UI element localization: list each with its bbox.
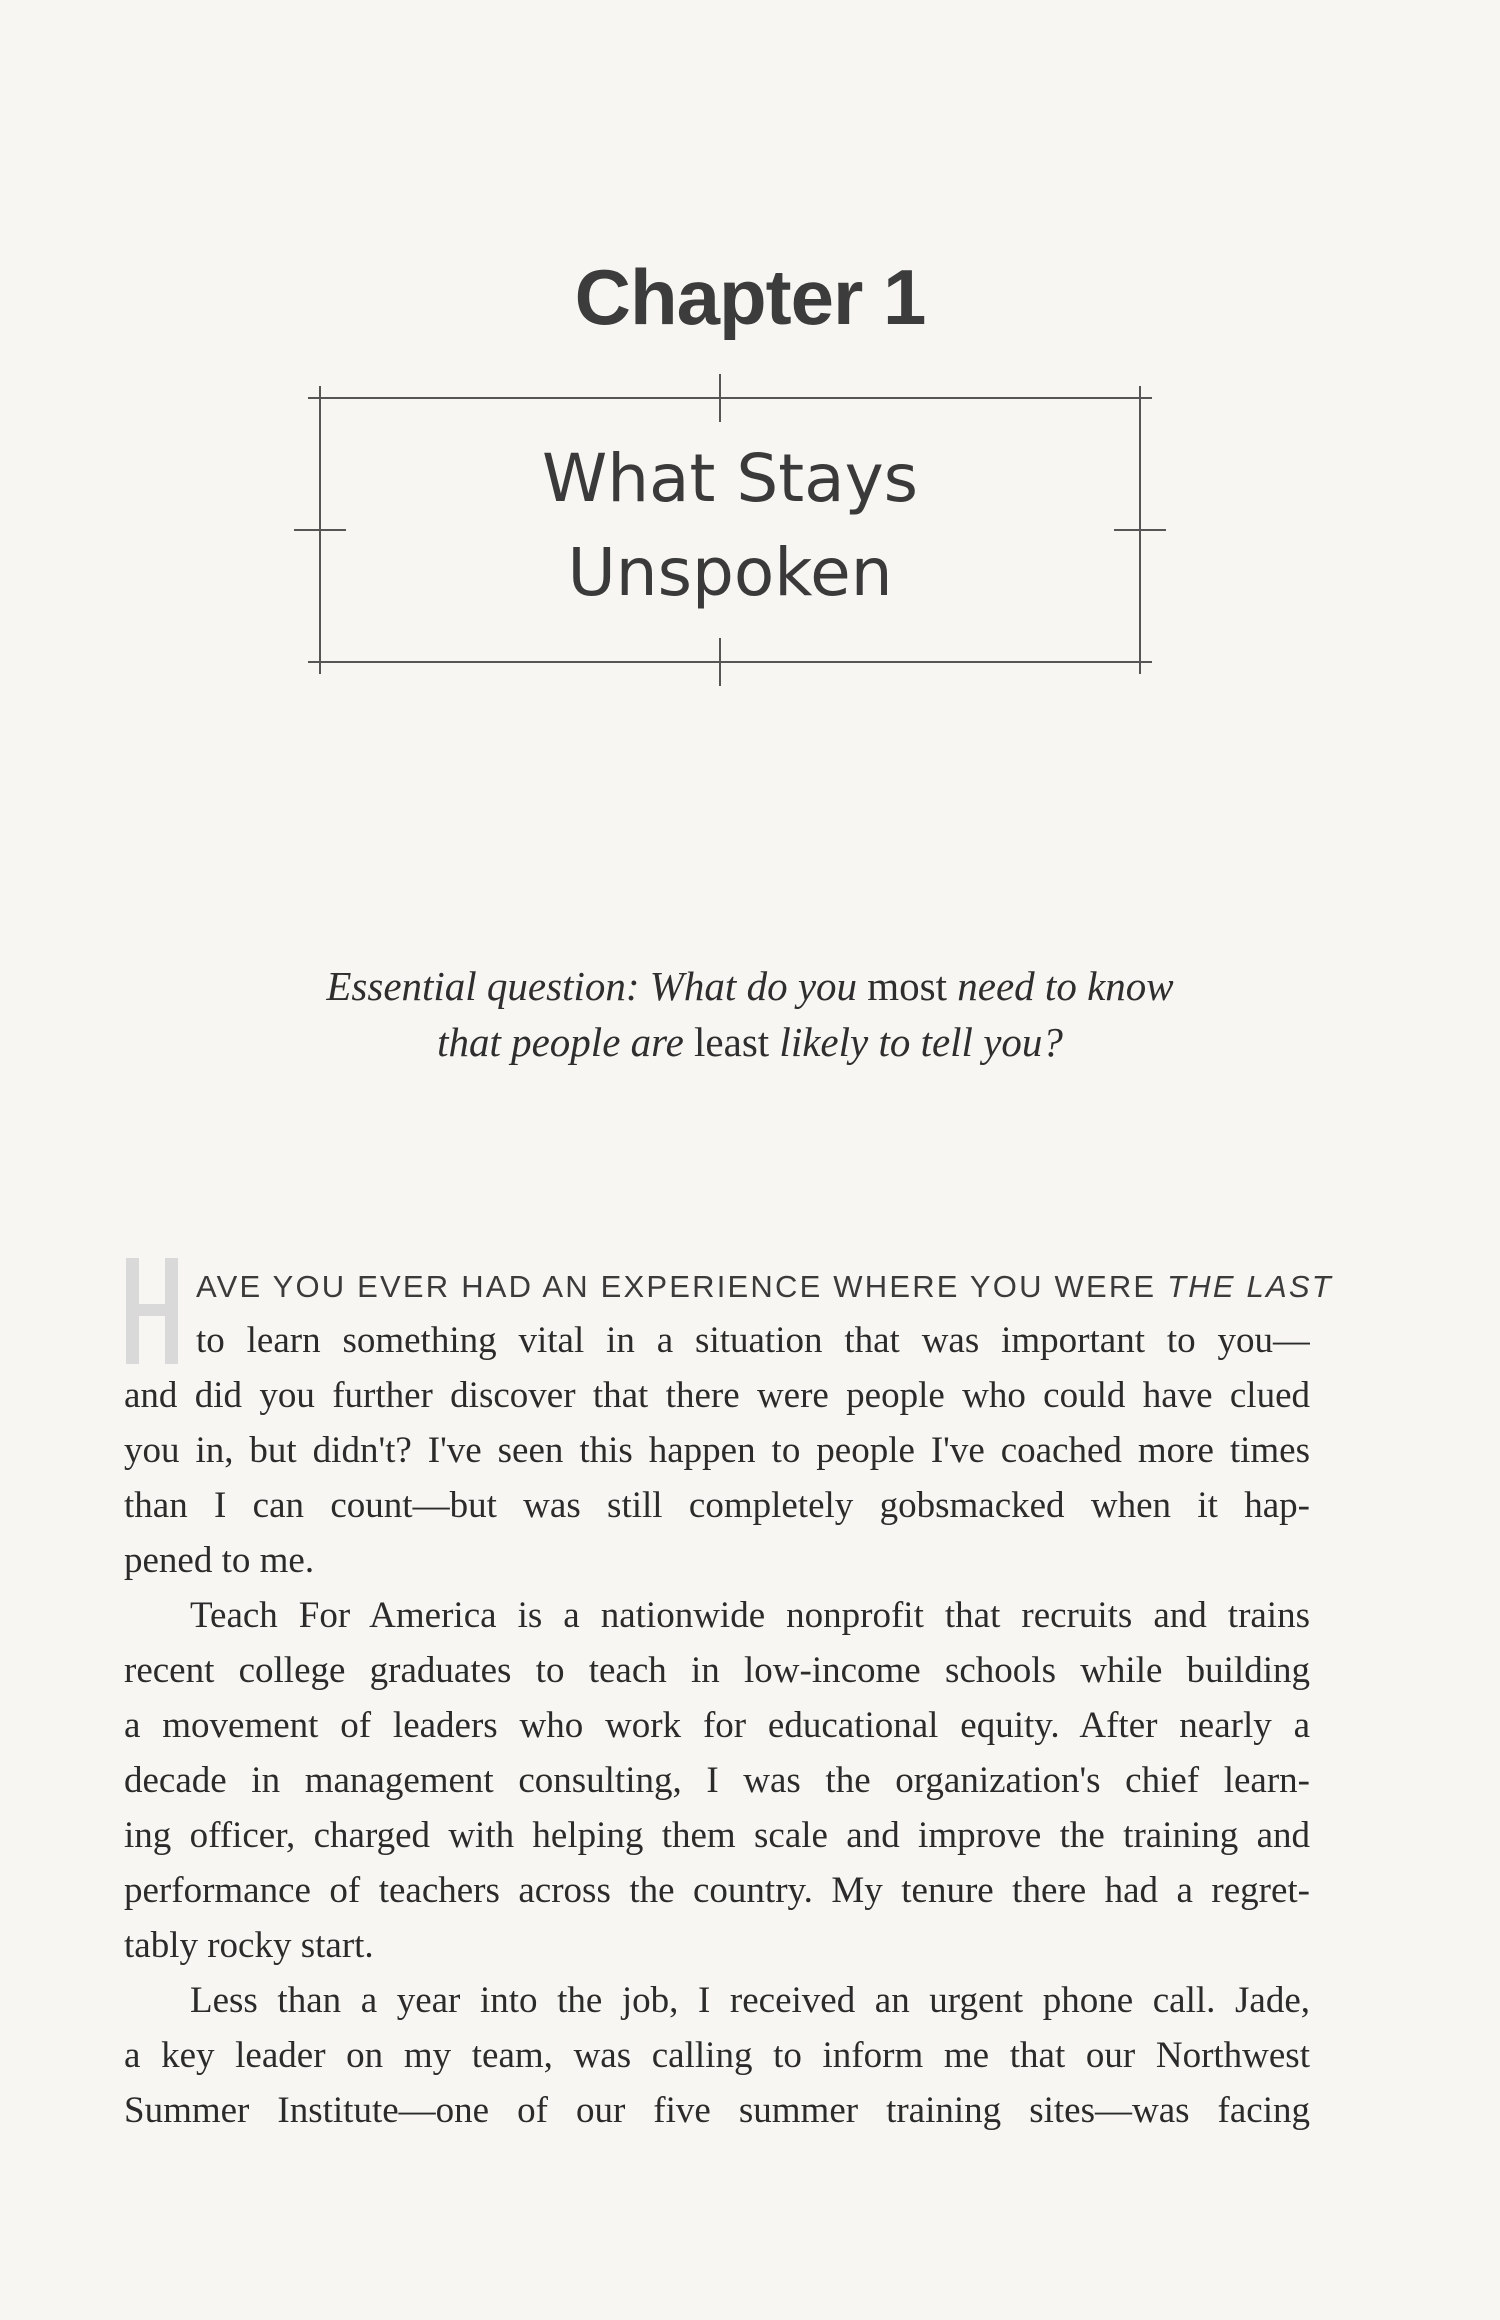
body-line: performance of teachers across the country. My tenure there had a regret-	[124, 1870, 1310, 1911]
eq-most: most	[867, 963, 948, 1009]
body-line: pened to me.	[124, 1540, 315, 1581]
body-line: and did you further discover that there were people who could have clued	[124, 1375, 1310, 1416]
essential-question	[160, 958, 1340, 1070]
body-line: you in, but didn't? I've seen this happen to people I've coached more times	[124, 1430, 1310, 1471]
body-line: Teach For America is a nationwide nonprofit that recruits and trains	[190, 1595, 1310, 1636]
opening-smallcaps-italic: THE LAST	[1167, 1269, 1333, 1304]
eq-least: least	[694, 1019, 770, 1065]
body-text	[124, 1258, 1333, 2138]
essential-question-line-1: Essential question: What do you most need to know	[326, 963, 1174, 1009]
chapter-title-line-2: Unspoken	[567, 534, 893, 611]
body-line: ing officer, charged with helping them scale and improve the training and	[124, 1815, 1310, 1856]
body-line: to learn something vital in a situation that was important to you—	[196, 1320, 1310, 1361]
chapter-title-line-1: What Stays	[541, 440, 919, 517]
body-line-1	[124, 1258, 1333, 1313]
body-line: a movement of leaders who work for educational equity. After nearly a	[124, 1705, 1310, 1746]
chapter-title	[290, 432, 1170, 620]
opening-smallcaps: AVE YOU EVER HAD AN EXPERIENCE WHERE YOU WERE	[196, 1269, 1168, 1304]
body-line: Summer Institute—one of our five summer training sites—was facing	[124, 2090, 1310, 2131]
body-line: a key leader on my team, was calling to inform me that our Northwest	[124, 2035, 1310, 2076]
body-line: decade in management consulting, I was the organization's chief learn-	[124, 1760, 1310, 1801]
essential-question-line-2: that people are least likely to tell you?	[437, 1019, 1063, 1065]
chapter-title-frame	[290, 370, 1170, 690]
body-line: tably rocky start.	[124, 1925, 374, 1966]
body-line: recent college graduates to teach in low-income schools while building	[124, 1650, 1310, 1691]
body-line: than I can count—but was still completely gobsmacked when it hap-	[124, 1485, 1310, 1526]
body-line: Less than a year into the job, I received an urgent phone call. Jade,	[190, 1980, 1310, 2021]
chapter-label: Chapter 1	[574, 253, 926, 341]
